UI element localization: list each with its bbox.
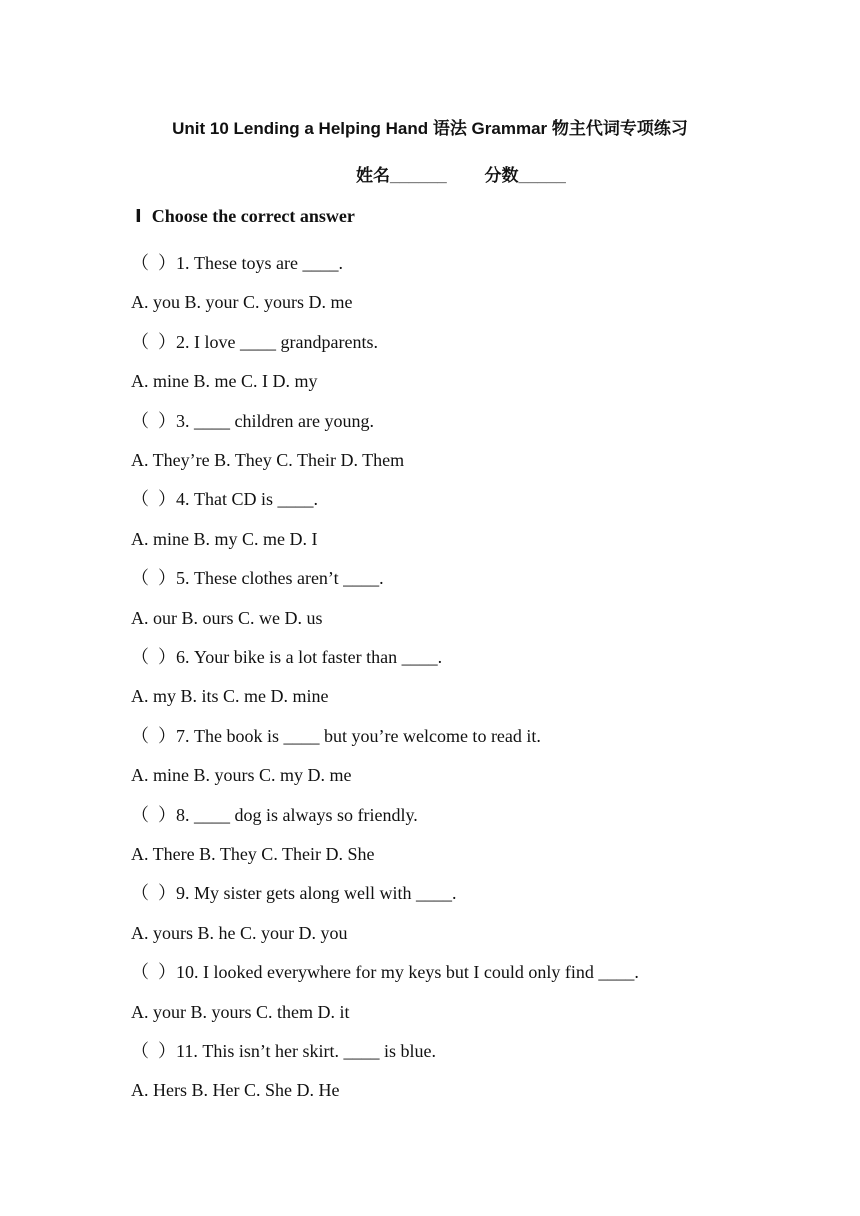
question-7: （ ）7. The book is ____ but you’re welcome to read it. (131, 726, 541, 746)
question-1: （ ）1. These toys are ____. (131, 253, 343, 273)
question-4: （ ）4. That CD is ____. (131, 489, 318, 509)
question-3: （ ）3. ____ children are young. (131, 411, 374, 431)
question-10: （ ）10. I looked everywhere for my keys but I could only find ____. (131, 962, 639, 982)
options-4: A. mine B. my C. me D. I (131, 529, 318, 549)
options-7: A. mine B. yours C. my D. me (131, 765, 352, 785)
document-title: Unit 10 Lending a Helping Hand 语法 Grammar 物主代词专项练习 (172, 119, 688, 138)
options-9: A. yours B. he C. your D. you (131, 923, 348, 943)
options-11: A. Hers B. Her C. She D. He (131, 1080, 340, 1100)
section-number: Ⅰ (135, 206, 142, 227)
options-1: A. you B. your C. yours D. me (131, 292, 353, 312)
options-2: A. mine B. me C. I D. my (131, 371, 318, 391)
options-8: A. There B. They C. Their D. She (131, 844, 375, 864)
question-6: （ ）6. Your bike is a lot faster than ____. (131, 647, 443, 667)
question-5: （ ）5. These clothes aren’t ____. (131, 568, 384, 588)
options-6: A. my B. its C. me D. mine (131, 686, 329, 706)
section-title: Choose the correct answer (151, 206, 355, 226)
options-10: A. your B. yours C. them D. it (131, 1002, 350, 1022)
options-5: A. our B. ours C. we D. us (131, 608, 323, 628)
question-9: （ ）9. My sister gets along well with ____. (131, 883, 457, 903)
question-8: （ ）8. ____ dog is always so friendly. (131, 805, 418, 825)
question-11: （ ）11. This isn’t her skirt. ____ is blue. (131, 1041, 436, 1061)
section-heading (135, 206, 355, 227)
name-score-line: 姓名______ 分数_____ (356, 166, 566, 185)
question-2: （ ）2. I love ____ grandparents. (131, 332, 378, 352)
options-3: A. They’re B. They C. Their D. Them (131, 450, 405, 470)
